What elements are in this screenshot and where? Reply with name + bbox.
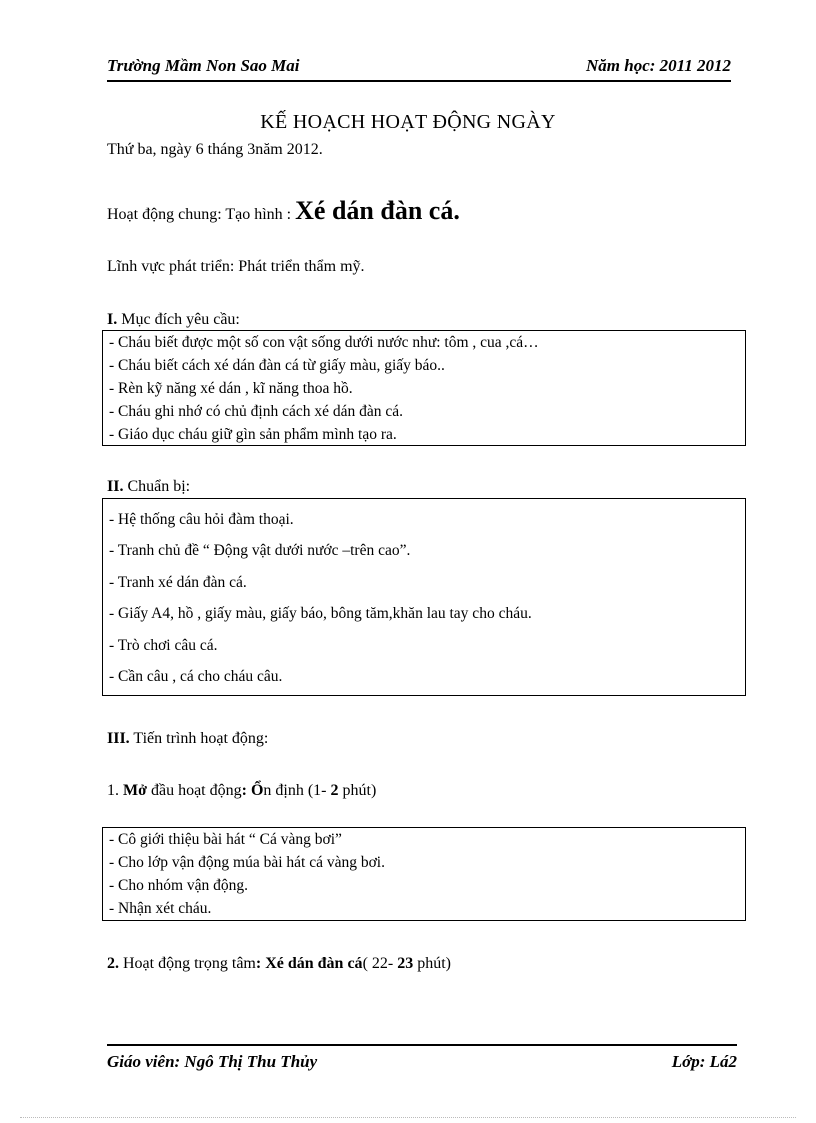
objectives-box [102, 330, 746, 446]
page-bottom-divider [20, 1117, 796, 1118]
step1-bold-number: 2 [330, 782, 339, 799]
list-item: - Giáo dục cháu giữ gìn sản phẩm mình tạo ra. [109, 426, 397, 443]
list-item: - Nhận xét cháu. [109, 900, 212, 917]
step2-heading [107, 955, 451, 973]
intro-box [102, 827, 746, 921]
list-item: - Tranh xé dán đàn cá. [109, 574, 247, 591]
school-name: Trường Mầm Non Sao Mai [107, 56, 300, 75]
class-name: Lớp: Lá2 [671, 1052, 737, 1071]
section3-title: Tiến trình hoạt động: [129, 730, 269, 747]
list-item: - Giấy A4, hồ , giấy màu, giấy báo, bông tăm,khăn lau tay cho cháu. [109, 605, 532, 622]
list-item: - Cho nhóm vận động. [109, 877, 249, 894]
step1-prefix: 1. [107, 782, 123, 799]
step2-prefix: 2. [107, 955, 119, 972]
list-item: - Rèn kỹ năng xé dán , kĩ năng thoa hồ. [109, 380, 353, 397]
step1-rest: n định (1- [263, 782, 331, 799]
list-item: - Cô giới thiệu bài hát “ Cá vàng bơi” [109, 831, 342, 848]
step1-mid: đầu hoạt động [146, 782, 242, 799]
list-item: - Tranh chủ đề “ Động vật dưới nước –trên cao”. [109, 542, 411, 559]
section1-heading [107, 311, 240, 329]
list-item: - Hệ thống câu hỏi đàm thoại. [109, 511, 294, 528]
section1-num: I. [107, 311, 118, 328]
step2-mid: Hoạt động trọng tâm [119, 955, 256, 972]
list-item: - Cháu biết cách xé dán đàn cá từ giấy màu, giấy báo.. [109, 357, 445, 374]
section3-num: III. [107, 730, 130, 747]
school-year: Năm học: 2011 2012 [586, 56, 731, 75]
page-header [107, 56, 731, 82]
list-item: - Cho lớp vận động múa bài hát cá vàng bơi. [109, 854, 385, 871]
teacher-name: Giáo viên: Ngô Thị Thu Thủy [107, 1052, 318, 1071]
list-item: - Cháu ghi nhớ có chủ định cách xé dán đàn cá. [109, 403, 403, 420]
step2-bold-title: : Xé dán đàn cá [255, 955, 363, 972]
section1-title: Mục đích yêu cầu: [117, 311, 240, 328]
step2-bold-number: 23 [397, 955, 414, 972]
preparation-box [102, 498, 746, 696]
step1-end: phút) [338, 782, 377, 799]
step1-heading [107, 782, 376, 800]
page-footer [107, 1044, 737, 1072]
section2-num: II. [107, 478, 124, 495]
page-title: KẾ HOẠCH HOẠT ĐỘNG NGÀY [260, 111, 556, 133]
step1-bold-colon: : Ổ [241, 782, 264, 799]
list-item: - Cháu biết được một số con vật sống dưới nước như: tôm , cua ,cá… [109, 334, 539, 351]
section2-heading [107, 478, 190, 496]
activity-label: Hoạt động chung: Tạo hình : [107, 206, 296, 223]
activity-line [107, 196, 460, 226]
section3-heading [107, 730, 268, 748]
field-line: Lĩnh vực phát triển: Phát triển thẩm mỹ. [107, 258, 365, 275]
activity-name: Xé dán đàn cá. [295, 196, 460, 225]
step1-bold-word: Mở [123, 782, 147, 799]
section2-title: Chuẩn bị: [123, 478, 191, 495]
date-line: Thứ ba, ngày 6 tháng 3năm 2012. [107, 141, 323, 158]
list-item: - Trò chơi câu cá. [109, 637, 218, 654]
list-item: - Cần câu , cá cho cháu câu. [109, 668, 283, 685]
step2-end: phút) [413, 955, 451, 972]
step2-rest: ( 22- [362, 955, 398, 972]
